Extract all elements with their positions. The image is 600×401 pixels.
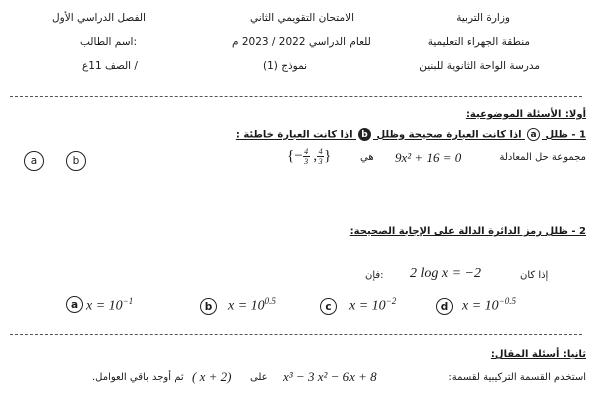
s2-question-suffix: ثم أوجد باقي العوامل. <box>92 372 184 383</box>
q1-answer-set: {− $\frac{4}{3}$ , $\frac{4}{3}$ } <box>287 147 332 166</box>
q2-if-text: إذا كان <box>520 270 549 281</box>
section1-title: أولا: الأسئلة الموضوعية: <box>465 109 586 120</box>
exam-title: الامتحان التقويمي الثاني <box>250 12 354 24</box>
q2-option-a-expr: $x = 10^{-1}$ <box>86 296 134 314</box>
q1-statement <box>499 152 586 163</box>
s2-question-prefix: استخدم القسمة التركيبية لقسمة: <box>448 372 586 383</box>
school-label: مدرسة الواحة الثانوية للبنين <box>419 60 540 72</box>
q1-instruction-suffix: اذا كانت العبارة خاطئة : <box>235 129 353 141</box>
q1-statement-text: مجموعة حل المعادلة <box>499 152 586 163</box>
q1-inline-circle-a: a <box>527 128 540 141</box>
q2-option-d-expr: $x = 10^{-0.5}$ <box>462 296 516 314</box>
q1-instruction-mid: اذا كانت العبارة صحيحة وظلل <box>376 129 522 141</box>
academic-year: للعام الدراسي 2022 / 2023 م <box>232 36 371 48</box>
q2-option-b-expr: $x = 10^{0.5}$ <box>228 296 276 314</box>
q2-title: 2 - ظلل رمز الدائرة الدالة على الإجابة الصحيحة: <box>349 226 586 237</box>
q2-then-text: فإن: <box>365 270 384 281</box>
s2-divisor: ( x + 2) <box>192 369 232 384</box>
q2-option-b-circle[interactable]: b <box>200 298 217 315</box>
semester-label: الفصل الدراسي الأول <box>52 12 146 24</box>
q2-option-c-circle[interactable]: c <box>320 298 337 315</box>
ministry-label: وزارة التربية <box>456 12 510 24</box>
district-label: منطقة الجهراء التعليمية <box>427 36 530 48</box>
divider-bottom <box>10 334 582 335</box>
s2-polynomial: x³ − 3 x² − 6x + 8 <box>283 369 377 384</box>
q2-option-a-circle[interactable]: a <box>66 296 83 313</box>
q2-option-d-circle[interactable]: d <box>436 298 453 315</box>
q1-is-label: هي <box>360 152 374 163</box>
s2-on-text: على <box>250 372 268 383</box>
class-label: الصف 11ع / <box>82 60 138 72</box>
q1-inline-circle-b: b <box>358 128 371 141</box>
q1-choice-b[interactable]: b <box>66 151 86 171</box>
student-name-label: اسم الطالب: <box>80 36 138 48</box>
q1-instruction <box>236 128 586 141</box>
q1-choice-a[interactable]: a <box>24 151 44 171</box>
q2-condition: 2 log x = −2 <box>410 266 481 281</box>
divider-top <box>10 96 582 97</box>
q1-instruction-prefix: 1 - ظلل <box>545 129 586 141</box>
model-number: نموذج (1) <box>263 60 308 72</box>
q1-frac-pos: $\frac{4}{3}$ <box>318 147 323 166</box>
section2-title: ثانيا: أسئلة المقال: <box>490 349 586 360</box>
q1-frac-neg: $\frac{4}{3}$ <box>304 147 309 166</box>
q1-equation: 9x² + 16 = 0 <box>395 150 462 165</box>
q2-option-c-expr: $x = 10^{-2}$ <box>349 296 397 314</box>
